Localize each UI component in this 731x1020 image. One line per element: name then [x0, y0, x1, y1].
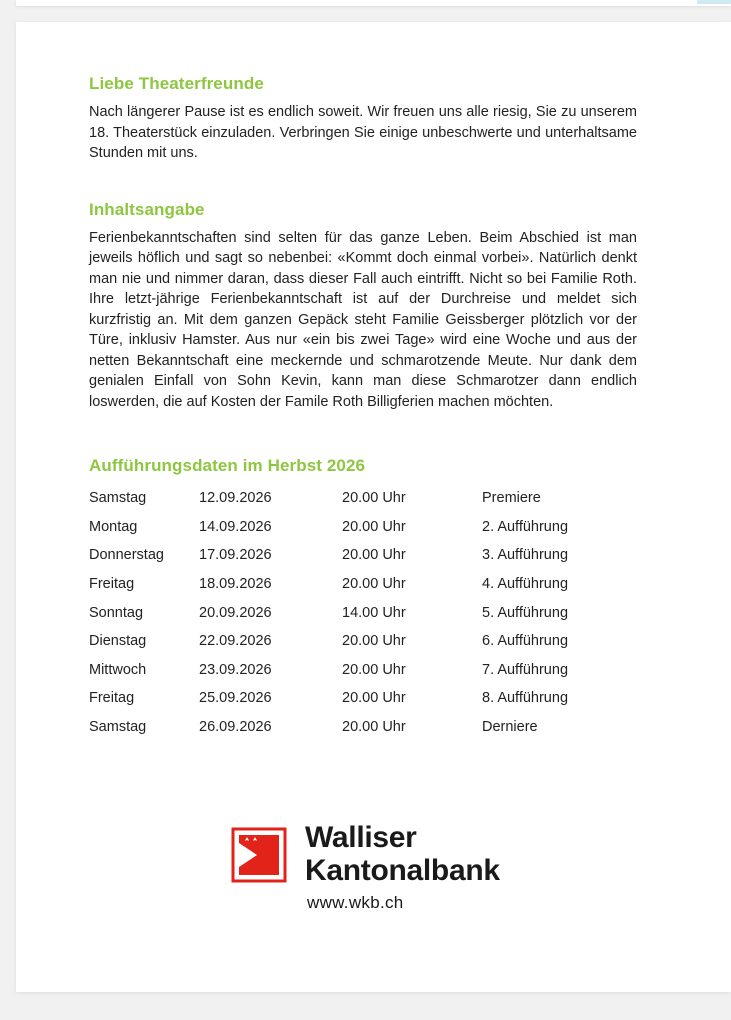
row-time: 20.00 Uhr [342, 518, 406, 535]
row-date: 26.09.2026 [199, 719, 272, 736]
row-date: 25.09.2026 [199, 690, 272, 707]
sponsor-logo [231, 822, 511, 922]
row-note: 5. Aufführung [482, 604, 569, 621]
greeting-section [89, 74, 637, 164]
row-time: 20.00 Uhr [342, 661, 406, 678]
row-note: 7. Aufführung [482, 661, 569, 678]
table-row [89, 713, 602, 742]
row-day: Freitag [89, 690, 135, 707]
row-day: Freitag [89, 576, 135, 593]
row-day: Donnerstag [89, 547, 164, 564]
row-note: Derniere [482, 719, 538, 736]
table-row [89, 513, 602, 542]
summary-heading: Inhaltsangabe [89, 199, 205, 219]
schedule-section [89, 456, 637, 741]
table-row [89, 484, 602, 513]
row-note: 3. Aufführung [482, 547, 569, 564]
row-time: 20.00 Uhr [342, 633, 406, 650]
schedule-heading: Aufführungsdaten im Herbst 2026 [89, 456, 366, 475]
document-page [16, 22, 731, 992]
page-edge-accent [697, 0, 731, 4]
table-row [89, 570, 602, 599]
schedule-table [89, 484, 602, 741]
row-day: Samstag [89, 719, 147, 736]
row-date: 17.09.2026 [199, 547, 272, 564]
row-date: 22.09.2026 [199, 633, 272, 650]
wkb-logo-icon [231, 827, 287, 883]
row-date: 23.09.2026 [199, 661, 272, 678]
sponsor-name-line1: Walliser [305, 821, 417, 854]
row-date: 14.09.2026 [199, 518, 272, 535]
summary-text: Ferienbekanntschaften sind selten für das ganze Leben. Beim Abschied ist man jeweils höflich und sagt so nebenbei: «Kommt doch einmal vorbei». Natürlich denkt man nie und nimmer daran, dass dieser Fall auch eintrifft. Nicht so bei Familie Roth. Ihre letzt-jährige Ferienbekanntschaft ist auf der Durchreise und meldet sich kurzfristig an. Mit dem ganzen Gepäck steht Familie Geissberger plötzlich vor der Türe, inklusiv Hamster. Aus nur «ein bis zwei Tage» wird eine Woche und aus der netten Bekanntschaft eine meckernde und schmarotzende Meute. Nur dank dem genialen Einfall von Sohn Kevin, kann man diese Schmarotzer dann endlich loswerden, die auf Kosten der Famile Roth Billigferien machen möchten. [89, 229, 637, 410]
row-note: 4. Aufführung [482, 576, 569, 593]
row-note: 6. Aufführung [482, 633, 569, 650]
table-row [89, 684, 602, 713]
row-date: 18.09.2026 [199, 576, 272, 593]
row-note: 2. Aufführung [482, 518, 569, 535]
sponsor-name-line2: Kantonalbank [305, 854, 500, 887]
row-day: Dienstag [89, 633, 147, 650]
greeting-heading: Liebe Theaterfreunde [89, 74, 264, 93]
sponsor-url: www.wkb.ch [307, 893, 404, 912]
row-time: 20.00 Uhr [342, 690, 406, 707]
previous-page-edge [16, 0, 731, 6]
row-time: 20.00 Uhr [342, 576, 406, 593]
row-date: 12.09.2026 [199, 490, 272, 507]
row-day: Sonntag [89, 604, 144, 621]
row-time: 20.00 Uhr [342, 490, 406, 507]
row-date: 20.09.2026 [199, 604, 272, 621]
table-row [89, 627, 602, 656]
row-time: 20.00 Uhr [342, 547, 406, 564]
summary-section [89, 200, 637, 413]
row-note: Premiere [482, 490, 541, 507]
row-note: 8. Aufführung [482, 690, 569, 707]
table-row [89, 598, 602, 627]
table-row [89, 541, 602, 570]
row-day: Samstag [89, 490, 147, 507]
table-row [89, 656, 602, 685]
greeting-text: Nach längerer Pause ist es endlich soweit. Wir freuen uns alle riesig, Sie zu unserem 18. Theaterstück einzuladen. Verbringen Sie einige unbeschwerte und unterhaltsame Stunden mit uns. [89, 104, 637, 161]
row-day: Mittwoch [89, 661, 147, 678]
row-day: Montag [89, 518, 138, 535]
row-time: 14.00 Uhr [342, 604, 406, 621]
row-time: 20.00 Uhr [342, 719, 406, 736]
page-content [89, 74, 637, 741]
